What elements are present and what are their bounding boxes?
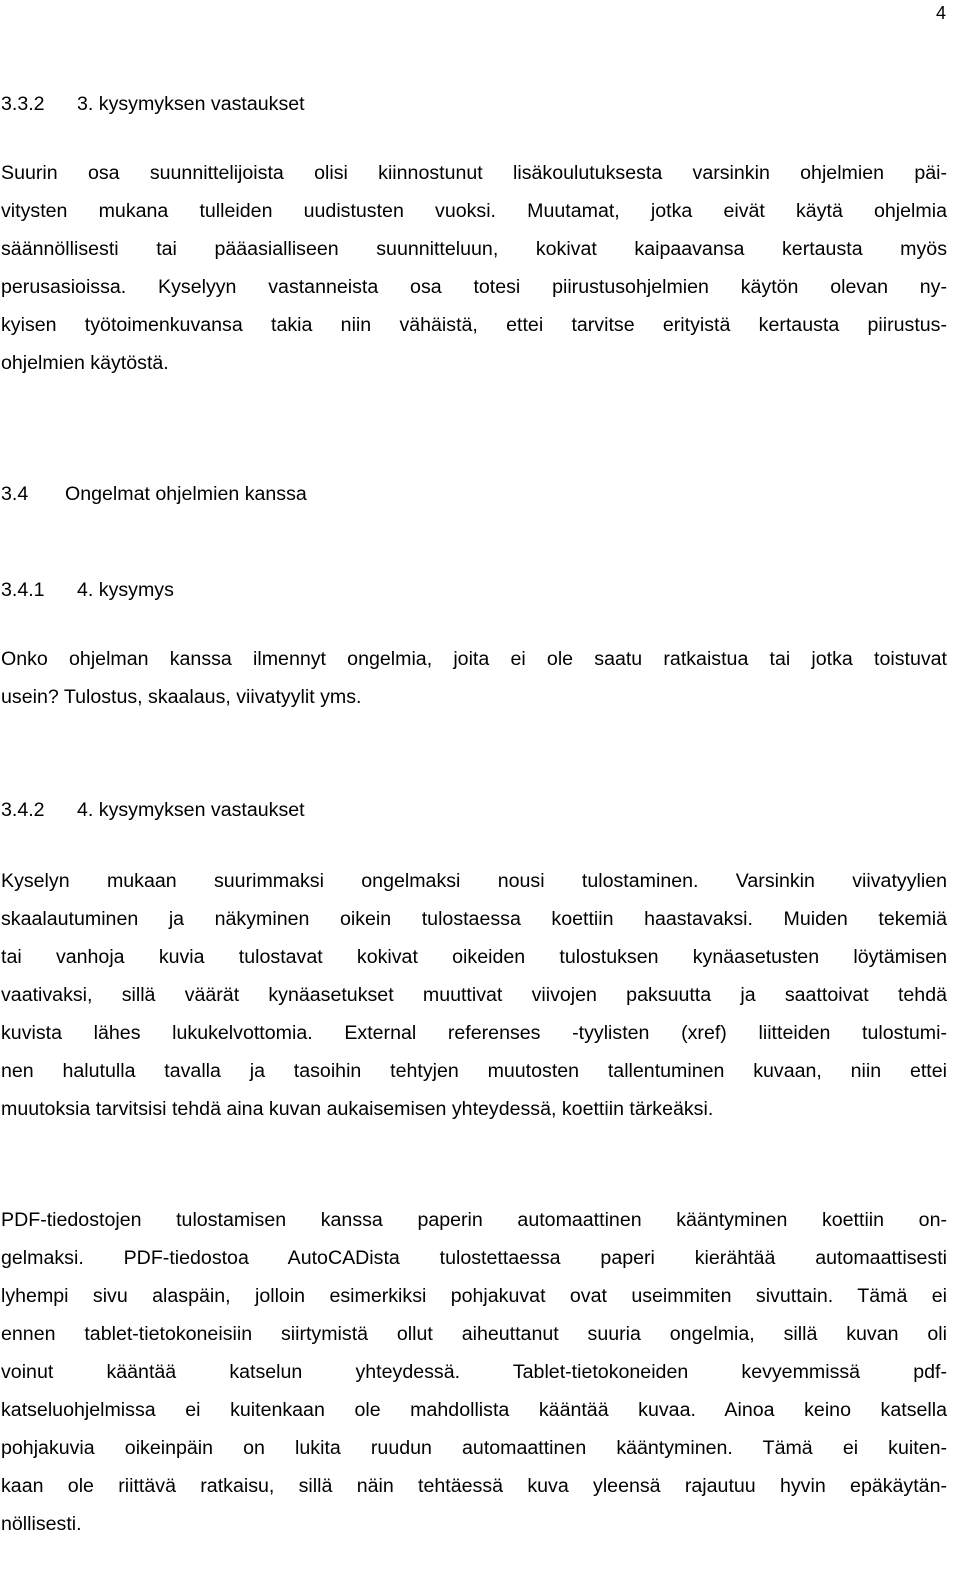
page-number: 4 <box>935 3 946 23</box>
text-line: katseluohjelmissa ei kuitenkaan ole mahdollista kääntää kuvaa. Ainoa keino katsella <box>1 1399 947 1421</box>
section-heading-3-3-2 <box>1 90 947 118</box>
text-line: nöllisesti. <box>1 1513 82 1535</box>
text-line: Kyselyn mukaan suurimmaksi ongelmaksi nousi tulostaminen. Varsinkin viivatyylien <box>1 870 947 892</box>
text-line: kuvista lähes lukukelvottomia. External referenses -tyylisten (xref) liitteiden tulostumi- <box>1 1022 947 1044</box>
text-line: usein? Tulostus, skaalaus, viivatyylit yms. <box>1 686 362 708</box>
text-line: tai vanhoja kuvia tulostavat kokivat oikeiden tulostuksen kynäasetusten löytämisen <box>1 946 947 968</box>
text-line: vitysten mukana tulleiden uudistusten vuoksi. Muutamat, jotka eivät käytä ohjelmia <box>1 200 947 222</box>
section-title: 4. kysymyksen vastaukset <box>77 799 305 821</box>
section-title: 3. kysymyksen vastaukset <box>77 93 305 115</box>
section-heading-3-4-1 <box>1 576 947 604</box>
text-line: vaativaksi, sillä väärät kynäasetukset muuttivat viivojen paksuutta ja saattoivat tehdä <box>1 984 947 1006</box>
section-title: 4. kysymys <box>77 579 174 601</box>
text-line: pohjakuvia oikeinpäin on lukita ruudun automaattinen kääntyminen. Tämä ei kuiten- <box>1 1437 947 1459</box>
paragraph-3-4-1 <box>1 640 947 716</box>
text-line: kaan ole riittävä ratkaisu, sillä näin tehtäessä kuva yleensä rajautuu hyvin epäkäytän- <box>1 1475 947 1497</box>
section-heading-3-4 <box>1 480 947 508</box>
text-line: skaalautuminen ja näkyminen oikein tulostaessa koettiin haastavaksi. Muiden tekemiä <box>1 908 947 930</box>
text-line: kyisen työtoimenkuvansa takia niin vähäistä, ettei tarvitse erityistä kertausta piirustus- <box>1 314 947 336</box>
text-line: ennen tablet-tietokoneisiin siirtymistä ollut aiheuttanut suuria ongelmia, sillä kuvan oli <box>1 1323 947 1345</box>
text-line: nen halutulla tavalla ja tasoihin tehtyjen muutosten tallentuminen kuvaan, niin ettei <box>1 1060 947 1082</box>
paragraph-3-4-2-a <box>1 862 947 1128</box>
text-line: gelmaksi. PDF-tiedostoa AutoCADista tulostettaessa paperi kierähtää automaattisesti <box>1 1247 947 1269</box>
paragraph-3-4-2-b <box>1 1201 947 1543</box>
text-line: PDF-tiedostojen tulostamisen kanssa paperin automaattinen kääntyminen koettiin on- <box>1 1209 947 1231</box>
text-line: muutoksia tarvitsisi tehdä aina kuvan aukaisemisen yhteydessä, koettiin tärkeäksi. <box>1 1098 714 1120</box>
text-line: Suurin osa suunnittelijoista olisi kiinnostunut lisäkoulutuksesta varsinkin ohjelmien päi- <box>1 162 947 184</box>
paragraph-3-3-2 <box>1 154 947 382</box>
text-line: ohjelmien käytöstä. <box>1 352 169 374</box>
text-line: säännöllisesti tai pääasialliseen suunnitteluun, kokivat kaipaavansa kertausta myös <box>1 238 947 260</box>
section-number: 3.3.2 <box>1 93 45 115</box>
text-line: lyhempi sivu alaspäin, jolloin esimerkiksi pohjakuvat ovat useimmiten sivuttain. Tämä ei <box>1 1285 947 1307</box>
section-title: Ongelmat ohjelmien kanssa <box>65 483 307 505</box>
text-line: voinut kääntää katselun yhteydessä. Tablet-tietokoneiden kevyemmissä pdf- <box>1 1361 947 1383</box>
text-line: Onko ohjelman kanssa ilmennyt ongelmia, joita ei ole saatu ratkaistua tai jotka toistuvat <box>1 648 947 670</box>
section-number: 3.4.1 <box>1 579 45 601</box>
section-heading-3-4-2 <box>1 796 947 824</box>
text-line: perusasioissa. Kyselyyn vastanneista osa totesi piirustusohjelmien käytön olevan ny- <box>1 276 947 298</box>
section-number: 3.4 <box>1 483 29 505</box>
section-number: 3.4.2 <box>1 799 45 821</box>
